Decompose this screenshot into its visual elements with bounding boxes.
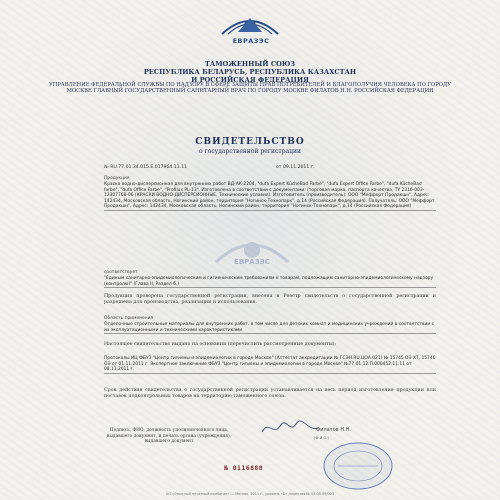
scope-label: Область применения xyxy=(104,316,154,321)
document-title: СВИДЕТЕЛЬСТВО xyxy=(195,137,305,147)
registration-date-value: 09.11.2011 г. xyxy=(282,165,315,170)
issuing-authority: УПРАВЛЕНИЕ ФЕДЕРАЛЬНОЙ СЛУЖБЫ ПО НАДЗОРУ В СФЕРЕ ЗАЩИТЫ ПРАВ ПОТРЕБИТЕЛЕЙ И БЛАГОПОЛУЧИЯ ЧЕЛОВЕКА ПО ГОРОДУ МОСКВЕ ГЛАВНЫЙ ГОСУДАРСТВЕННЫЙ САНИТАРНЫЙ ВРАЧ ПО ГОРОДУ МОСКВЕ ФИЛАТОВ Н.Н. РОССИЙСКАЯ ФЕДЕРАЦИЯ xyxy=(49,82,451,95)
registration-number xyxy=(104,165,187,170)
product-label: Продукция xyxy=(104,176,130,181)
registration-date-label: от xyxy=(276,165,282,170)
header-line-1: ТАМОЖЕННЫЙ СОЮЗ xyxy=(204,60,296,68)
official-stamp xyxy=(318,440,396,492)
scope-text: Отделочные строительные материалы для внутренних работ, в том числе для детских комнат и медицинских учреждений в соответствии с их эксплуатационными и техническими характеристиками xyxy=(104,322,435,333)
signatory-name: Филатов Н.Н. xyxy=(316,427,352,433)
registration-statement: Продукция проверена государственной регистрации, внесена в Реестр свидетельств о государственной регистрации и разрешена для производства, реализации и использования. xyxy=(104,294,436,306)
registration-number-label: № xyxy=(104,165,109,170)
header-line-3: И РОССИЙСКАЯ ФЕДЕРАЦИЯ xyxy=(191,76,309,84)
header-line-2: РЕСПУБЛИКА БЕЛАРУСЬ, РЕСПУБЛИКА КАЗАХСТАН xyxy=(143,68,357,76)
compliance-text: "Единым санитарно-эпидемиологическим и гигиеническим требованиям к товарам, подлежащим санитарно-эпидемиологическому надзору (контролю)" (Глава II, Раздел 6.) xyxy=(104,276,436,288)
validity-statement: Срок действия свидетельства о государственной регистрации устанавливается на весь период изготовления продукции или поставок подконтрольных товаров на территорию таможенного союза. xyxy=(104,388,436,400)
document-subtitle: о государственной регистрации xyxy=(199,148,301,155)
product-text: Краска водно-дисперсионная для внутренних работ ВД-АК-2204, "dufa Expert KücheBad Farbe", "dufa Expert Office Farbe", "dufa KücheBad farbe", "dufa Office Farbe", "Profilux PL-13". Изготовлена в соответствии с документами: (торговая марка, паспорта качества, ТУ 2316-003-13307768-06 (КРАСКИ ВОДНО-ДИСПЕРСИОННЫЕ. Технические условия). Изготовитель (производитель): ООО "Меффорт Продакшн", Адрес: 142434, Московская область, Ногинский район, территория "Ногинск-Технопарк", д.14 (Российская Федерация). Получатель: ООО "Меффорт Продакшн", Адрес: 142434, Московская область, Ногинский район, территория "Ногинск-Технопарк", д.14 (Российская Федерация) xyxy=(104,182,435,210)
basis-statement: Настоящее свидетельство выдано на основании (перечислить рассмотренные документы): xyxy=(104,342,337,347)
logo-text: ЕВРАЗЭС xyxy=(232,37,270,45)
header-block xyxy=(40,60,460,84)
printer-footer: АО «Опытный печатный комбинат» — Москва, 2011 г., уровень «Б» лицензия № 05-05-09/003 xyxy=(166,492,334,496)
registration-date xyxy=(276,165,315,170)
signatory-caption: (Ф.И.О.) xyxy=(314,436,329,440)
compliance-label: соответствует xyxy=(104,270,138,275)
handwritten-signature xyxy=(260,418,320,438)
signature-role: Подпись, ФИО, должность уполномоченного лица, выдавшего документ, и печать органа (учреждения), выдавшего документ xyxy=(106,428,232,445)
protocols-text: Протоколы ИЦ ФБУЗ "Центр гигиены и эпидемиологии в городе Москве" (Аттестат аккредитации № ГСЭН.RU.ЦОА.021) № 15745 ОЭ ХТ, 15746 ОЭ от 01.11.2011 г. Экспертное заключение ФБУЗ "Центр гигиены и эпидемиологии в городе Москве" №77.01.12.П.000452.11.11 от 08.11.2011 г. xyxy=(104,356,436,373)
watermark-text: ЕВРАЗЭС xyxy=(234,258,270,266)
registration-number-value: RU.77.01.34.015.Е.017964.11.11 xyxy=(110,165,187,170)
serial-number: № 0116888 xyxy=(224,464,264,472)
